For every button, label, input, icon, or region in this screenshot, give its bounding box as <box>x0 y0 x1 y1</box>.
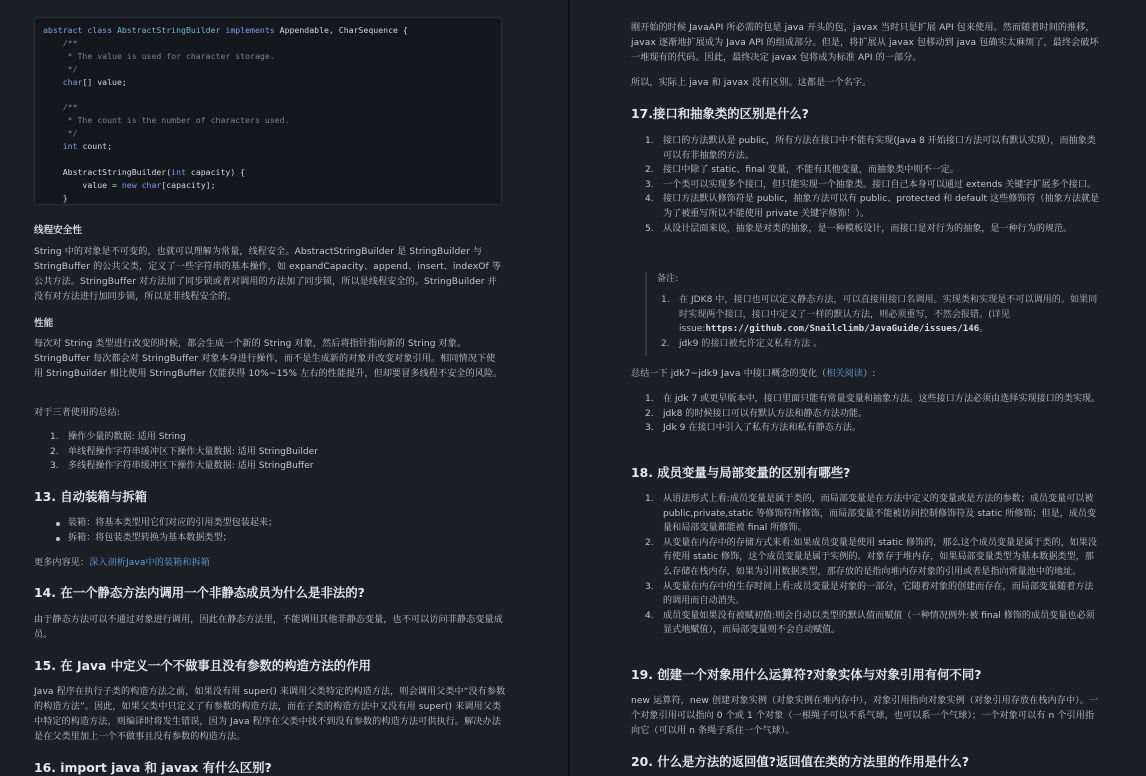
performance-text: 每次对 String 类型进行改变的时候，都会生成一个新的 String 对象，然后将指针指向新的 String 对象。StringBuffer 每次都会对 StringBuffer 对象本身进行操作，而不是生成新的对象并改变对象引用。相同情况下使用 StringBuilder 相比使用 StringBuffer 仅能获得 10%~15% 左右的性能提升，但却要冒多线程不安全的风险。 <box>34 339 503 379</box>
summary-list <box>50 430 490 474</box>
more-content <box>34 556 210 571</box>
code-line <box>43 88 493 101</box>
note-item-2-text: jdk9 的接口被允许定义私有方法 。 <box>679 338 823 349</box>
heading-15: 15. 在 Java 中定义一个不做事且没有参数的构造方法的作用 <box>34 658 371 673</box>
variable-list <box>645 492 1102 638</box>
heading-16: 16. import java 和 javax 有什么区别? <box>34 760 272 775</box>
code-block <box>34 17 502 205</box>
intro-text: 刚开始的时候 JavaAPI 所必需的包是 java 开头的包，javax 当时只是扩展 API 包来使用。然而随着时间的推移，javax 逐渐地扩展成为 Java API 的组成部分。但是，将扩展从 javax 包移动到 java 包确实太麻烦了，最终会破坏一堆现有的代码。因此，最终决定 javax 包将成为标准 API 的一部分。 <box>631 23 1099 63</box>
list-item: 1. 操作少量的数据: 适用 String <box>50 432 186 442</box>
code-line: /** <box>43 37 78 48</box>
issue-link[interactable]: https://github.com/Snailclimb/JavaGuide/issues/146 <box>705 324 980 335</box>
heading-20: 20. 什么是方法的返回值?返回值在类的方法里的作用是什么? <box>631 754 970 769</box>
thread-safety-text: String 中的对象是不可变的，也就可以理解为常量，线程安全。AbstractStringBuilder 是 StringBuilder 与 StringBuffer 的公共父类，定义了一些字符串的基本操作，如 expandCapacity、append、insert、indexOf 等公共方法。StringBuffer 对方法加了同步锁或者对调用的方法加了同步锁，所以是线程安全的。StringBuilder 并没有对方法进行加同步锁，所以是非线程安全的。 <box>34 247 502 302</box>
list-item: 4. 接口方法默认修饰符是 public，抽象方法可以有 public、protected 和 default 这些修饰符（抽象方法就是为了被重写所以不能使用 private 关键字修饰！）。 <box>645 194 1100 219</box>
heading-19-text: new 运算符，new 创建对象实例（对象实例在堆内存中），对象引用指向对象实例（对象引用存放在栈内存中）。一个对象引用可以指向 0 个或 1 个对象（一根绳子可以不系气球，也可以系一个气球）；一个对象可以有 n 个引用指向它（可以用 n 条绳子系住一个气球）。 <box>631 696 1099 736</box>
code-line <box>43 153 493 166</box>
note-label: 备注: <box>657 274 679 284</box>
code-line: */ <box>43 128 78 139</box>
interface-list <box>645 134 1102 236</box>
list-item: 3. Jdk 9 在接口中引入了私有方法和私有静态方法。 <box>645 423 862 434</box>
more-link[interactable]: 深入剖析Java中的装箱和拆箱 <box>89 558 210 568</box>
heading-18: 18. 成员变量与局部变量的区别有哪些? <box>631 465 851 480</box>
heading-13: 13. 自动装箱与拆箱 <box>34 489 147 504</box>
note-item-1-text: 在 JDK8 中，接口也可以定义静态方法，可以直接用接口名调用。实现类和实现是不可以调用的。如果同时实现两个接口，接口中定义了一样的默认方法，则必须重写，不然会报错。(详见 issue: <box>679 295 1098 335</box>
summary-label: 对于三者使用的总结: <box>34 408 120 418</box>
heading-14-text: 由于静态方法可以不通过对象进行调用，因此在静态方法里，不能调用其他非静态变量，也不可以访问非静态变量成员。 <box>34 615 503 640</box>
code-line: /** <box>43 102 78 113</box>
list-item: 3. 多线程操作字符串缓冲区下操作大量数据: 适用 StringBuffer <box>50 461 314 472</box>
jdk-summary: 总结一下 jdk7~jdk9 Java 中接口概念的变化（相关阅读）: <box>631 369 876 379</box>
list-item: 装箱：将基本类型用它们对应的引用类型包装起来； <box>54 516 494 531</box>
list-item: 1. 接口的方法默认是 public，所有方法在接口中不能有实现(Java 8 开始接口方法可以有默认实现），而抽象类可以有非抽象的方法。 <box>645 136 1096 161</box>
list-item: 拆箱：将包装类型转换为基本数据类型； <box>54 531 494 546</box>
conclusion-text: 所以，实际上 java 和 javax 没有区别。这都是一个名字。 <box>631 78 872 88</box>
code-line: } <box>43 192 68 203</box>
code-line: */ <box>43 63 78 74</box>
code-line: int count; <box>62 141 113 152</box>
list-item: 2. jdk8 的时候接口可以有默认方法和静态方法功能。 <box>645 408 868 419</box>
note-item: 1. 在 JDK8 中，接口也可以定义静态方法，可以直接用接口名调用。实现类和实现是不可以调用的。如果同时实现两个接口，接口中定义了一样的默认方法，则必须重写，不然会报错。(详见 issue:https://github.com/Snailclimb/JavaGuide/issues/146。 <box>661 295 1098 335</box>
heading-15-text: Java 程序在执行子类的构造方法之前，如果没有用 super() 来调用父类特定的构造方法，则会调用父类中“没有参数的构造方法”。因此，如果父类中只定义了有参数的构造方法，而在子类的构造方法中又没有用 super() 来调用父类中特定的构造方法，则编译时将发生错误，因为 Java 程序在父类中找不到没有参数的构造方法可供执行。解决办法是在父类里加上一个不做事且没有参数的构造方法。 <box>34 687 506 742</box>
list-item: 2. 单线程操作字符串缓冲区下操作大量数据: 适用 StringBuilder <box>50 446 319 457</box>
jdk-list <box>645 392 1102 436</box>
heading-14: 14. 在一个静态方法内调用一个非静态成员为什么是非法的? <box>34 585 365 600</box>
more-prefix: 更多内容见： <box>34 558 90 568</box>
note-block <box>645 272 1102 356</box>
heading-17: 17.接口和抽象类的区别是什么? <box>631 106 809 121</box>
list-item: 3. 一个类可以实现多个接口，但只能实现一个抽象类。接口自己本身可以通过 extends 关键字扩展多个接口。 <box>645 179 1097 190</box>
code-line: value = new char[capacity]; <box>43 179 216 190</box>
list-item: 3. 从变量在内存中的生存时间上看:成员变量是对象的一部分，它随着对象的创建而存在，而局部变量随着方法的调用而自动消失。 <box>645 581 1094 607</box>
list-item: 5. 从设计层面来说，抽象是对类的抽象，是一种模板设计，而接口是对行为的抽象，是一种行为的规范。 <box>645 223 1073 234</box>
note-item: 2. jdk9 的接口被允许定义私有方法 。 <box>661 338 823 349</box>
code-line: abstract class AbstractStringBuilder implements Appendable, CharSequence { <box>43 25 408 35</box>
boxing-list <box>54 516 494 545</box>
heading-19: 19. 创建一个对象用什么运算符?对象实体与对象引用有何不同? <box>631 667 982 682</box>
list-item: 1. 从语法形式上看:成员变量是属于类的，而局部变量是在方法中定义的变量或是方法的参数；成员变量可以被 public,private,static 等修饰符所修饰，而局部变量不能被访问控制修饰符及 static 所修饰；但是，成员变量和局部变量都能被 final 所修饰。 <box>645 494 1097 534</box>
code-line: * The count is the number of characters used. <box>43 115 290 126</box>
list-item: 1. 在 jdk 7 或更早版本中，接口里面只能有常量变量和抽象方法。这些接口方法必须由选择实现接口的类实现。 <box>645 394 1101 404</box>
code-line: * The value is used for character storage. <box>43 50 275 61</box>
performance-label: 性能 <box>34 318 54 329</box>
code-line: char[] value; <box>62 76 127 87</box>
related-reading-link[interactable]: 相关阅读 <box>826 369 864 379</box>
thread-safety-label: 线程安全性 <box>34 225 82 236</box>
list-item: 4. 成员变量如果没有被赋初值:则会自动以类型的默认值而赋值（一种情况例外:被 final 修饰的成员变量也必须显式地赋值），而局部变量则不会自动赋值。 <box>645 610 1095 636</box>
list-item: 2. 从变量在内存中的存储方式来看:如果成员变量是使用 static 修饰的，那么这个成员变量是属于类的，如果没有使用 static 修饰，这个成员变量是属于实例的。对象存于堆内存，如果局部变量类型为基本数据类型，那么存储在栈内存，如果为引用数据类型，那存放的是指向堆内存对象的引用或者是指向常量池中的地址。 <box>645 537 1097 577</box>
list-item: 2. 接口中除了 static、final 变量，不能有其他变量，而抽象类中则不一定。 <box>645 165 959 176</box>
code-line: AbstractStringBuilder(int capacity) { <box>43 166 246 177</box>
